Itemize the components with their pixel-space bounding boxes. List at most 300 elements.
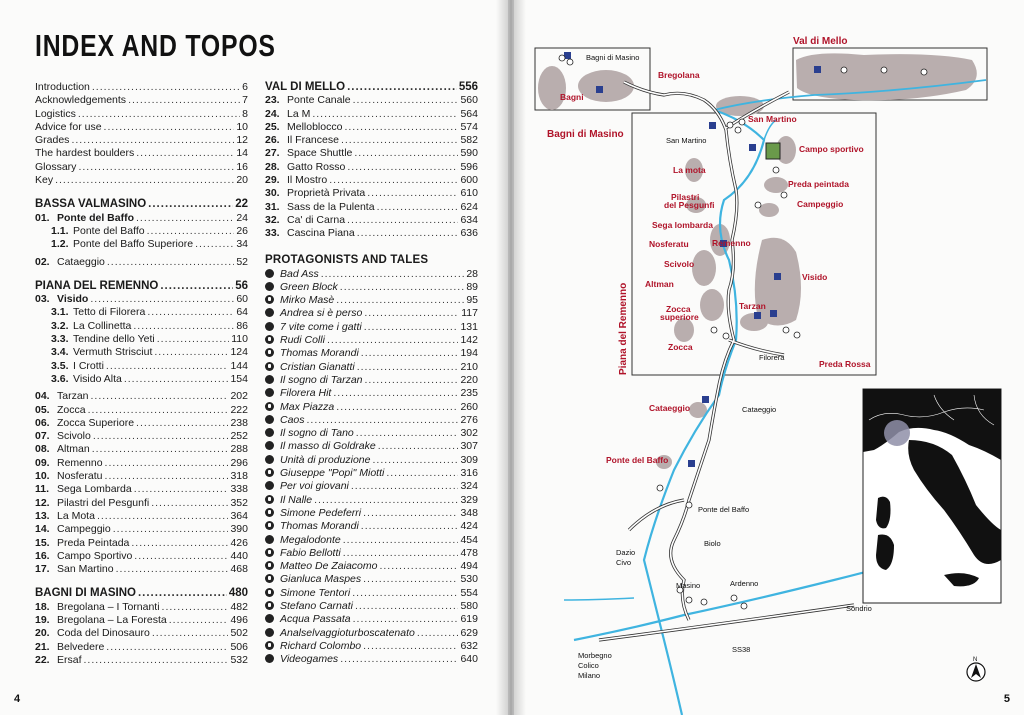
entry-page: 276 [460, 413, 478, 426]
entry-page: 52 [236, 255, 248, 268]
label-bagni-di-masino: Bagni di Masino [547, 129, 624, 140]
entry-page: 89 [466, 280, 478, 293]
label-civo: Civo [616, 558, 632, 567]
entry-page: 222 [230, 403, 248, 416]
protagonist-icon [265, 335, 274, 344]
entry-number: 28. [265, 160, 280, 173]
entry-page: 117 [461, 307, 478, 320]
entry-page: 610 [460, 187, 478, 200]
index-entry [265, 94, 478, 107]
entry-number: 18. [35, 600, 50, 613]
entry-page: 14 [236, 147, 248, 160]
leader-dots [93, 430, 229, 443]
entry-label: Altman [57, 443, 90, 456]
entry-number: 33. [265, 227, 280, 240]
tale-entry [265, 294, 478, 307]
label-bregolana: Bregolana [658, 70, 700, 80]
leader-dots [106, 360, 229, 373]
entry-label: Cristian Gianatti [280, 360, 355, 373]
entry-number: 3.4. [51, 346, 69, 359]
leader-dots [124, 373, 229, 386]
tale-entry [265, 480, 478, 493]
label-visido: Visido [802, 272, 828, 282]
index-entry [35, 373, 248, 386]
entry-label: Cascina Piana [287, 227, 355, 240]
leader-dots [347, 161, 458, 174]
entry-page: 194 [460, 347, 478, 360]
label-la-mota: La mota [673, 165, 706, 175]
leader-dots [106, 641, 228, 654]
index-entry [265, 108, 478, 121]
leader-dots [417, 627, 459, 640]
leader-dots [136, 212, 234, 225]
leader-dots [169, 614, 229, 627]
index-entry [35, 537, 248, 550]
entry-page: 252 [230, 430, 248, 443]
protagonist-icon [265, 468, 274, 477]
entry-page: 364 [230, 509, 248, 522]
label-sega-lombarda: Sega lombarda [652, 220, 713, 230]
entry-label: Logistics [35, 107, 76, 120]
protagonist-icon [265, 641, 274, 650]
entry-page: 210 [460, 360, 478, 373]
index-entry [35, 523, 248, 536]
leader-dots [343, 547, 459, 560]
entry-label: PIANA DEL REMENNO [35, 279, 159, 292]
entry-page: 56 [235, 279, 248, 292]
leader-dots [116, 563, 229, 576]
label-zocca-superiore-1: Zocca [666, 304, 691, 314]
entry-page: 16 [236, 160, 248, 173]
parking-icon [702, 396, 709, 403]
entry-number: 12. [35, 496, 50, 509]
index-entry [35, 134, 248, 147]
entry-label: San Martino [57, 563, 114, 576]
entry-page: 235 [460, 387, 478, 400]
label-cataeggio-town: Cataeggio [742, 405, 777, 414]
leader-dots [157, 333, 230, 346]
label-biolo: Biolo [704, 539, 721, 548]
entry-page: 426 [230, 536, 248, 549]
leader-dots [363, 573, 458, 586]
entry-page: 22 [235, 198, 248, 211]
leader-dots [343, 534, 459, 547]
entry-page: 6 [242, 81, 248, 93]
entry-label: Acqua Passata [280, 613, 351, 626]
entry-label: Visido [57, 293, 89, 306]
entry-page: 260 [460, 400, 478, 413]
index-entry [35, 601, 248, 614]
tale-entry [265, 640, 478, 653]
entry-page: 624 [460, 200, 478, 213]
index-entry [35, 404, 248, 417]
protagonist-icon [265, 521, 274, 530]
label-dazio: Dazio [616, 548, 636, 557]
leader-dots [347, 81, 457, 94]
entry-page: 600 [460, 174, 478, 187]
leader-dots [321, 268, 465, 281]
entry-number: 21. [35, 640, 50, 653]
entry-page: 95 [466, 294, 478, 307]
entry-number: 3.6. [51, 372, 69, 385]
entry-number: 02. [35, 255, 50, 268]
tale-entry [265, 547, 478, 560]
leader-dots [92, 443, 229, 456]
leader-dots [364, 307, 459, 320]
leader-dots [138, 587, 227, 600]
label-campo-sportivo: Campo sportivo [799, 144, 864, 154]
section-heading [35, 198, 248, 211]
leader-dots [88, 404, 229, 417]
tale-entry [265, 427, 478, 440]
entry-label: BASSA VALMASINO [35, 198, 147, 211]
index-entry [265, 187, 478, 200]
label-ponte-del-baffo-red: Ponte del Baffo [606, 455, 669, 465]
tale-entry [265, 587, 478, 600]
leader-dots [364, 321, 459, 334]
index-entry [35, 147, 248, 160]
entry-page: 309 [460, 453, 478, 466]
index-column-1 [35, 81, 248, 667]
label-ss38: SS38 [732, 645, 751, 654]
entry-page: 634 [460, 213, 478, 226]
entry-label: Rudi Colli [280, 334, 325, 347]
section-heading [35, 587, 248, 600]
leader-dots [107, 256, 234, 269]
page-number-left: 4 [14, 693, 21, 705]
tale-icon [265, 654, 274, 663]
entry-page: 220 [460, 373, 478, 386]
index-entry [35, 121, 248, 134]
entry-number: 25. [265, 120, 280, 133]
entry-page: 502 [230, 627, 248, 640]
entry-page: 574 [460, 120, 478, 133]
entry-label: Giuseppe "Popi" Miotti [280, 467, 385, 480]
section-heading [35, 280, 248, 293]
index-entry [35, 320, 248, 333]
label-preda-peintada: Preda peintada [788, 179, 849, 189]
valmasino-location-marker [884, 420, 910, 446]
entry-page: 24 [236, 211, 248, 224]
entry-label: Acknowledgements [35, 94, 127, 107]
leader-dots [136, 417, 228, 430]
entry-label: Nosferatu [57, 470, 103, 483]
index-entry [265, 214, 478, 227]
entry-label: Grades [35, 134, 70, 147]
index-entry [35, 161, 248, 174]
parking-icon [596, 86, 603, 93]
leader-dots [78, 161, 234, 174]
leader-dots [361, 520, 459, 533]
boulder-area-8 [692, 250, 716, 286]
index-entry [35, 212, 248, 225]
protagonist-icon [265, 402, 274, 411]
entry-label: Caos [280, 413, 305, 426]
leader-dots [195, 238, 234, 251]
protagonist-icon [265, 588, 274, 597]
label-zocca: Zocca [668, 342, 693, 352]
leader-dots [336, 401, 458, 414]
tale-entry [265, 573, 478, 586]
protagonist-icon [265, 601, 274, 610]
valmasino-map [514, 0, 1024, 715]
tale-entry [265, 507, 478, 520]
entry-page: 64 [236, 306, 248, 319]
label-masino: Masino [676, 581, 701, 590]
entry-label: Simone Tentori [280, 586, 351, 599]
entry-label: 7 vite come i gatti [280, 320, 362, 333]
leader-dots [351, 480, 459, 493]
entry-number: 3.2. [51, 319, 69, 332]
entry-number: 24. [265, 107, 280, 120]
tale-icon [265, 428, 274, 437]
entry-label: Advice for use [35, 120, 102, 133]
tale-entry [265, 414, 478, 427]
label-morbegno: Morbegno [578, 651, 612, 660]
index-entry [35, 483, 248, 496]
leader-dots [377, 201, 459, 214]
leader-dots [312, 108, 458, 121]
protagonist-icon [265, 574, 274, 583]
section-heading [265, 81, 478, 94]
leader-dots [97, 510, 229, 523]
index-entry [35, 627, 248, 640]
entry-label: The hardest boulders [35, 147, 135, 160]
entry-page: 560 [460, 94, 478, 107]
leader-dots [134, 483, 229, 496]
tale-entry [265, 334, 478, 347]
tales-heading: PROTAGONISTS AND TALES [265, 253, 429, 266]
tale-icon [265, 375, 274, 384]
entry-number: 07. [35, 430, 50, 443]
entry-label: Il Mostro [287, 174, 328, 187]
entry-page: 530 [460, 573, 478, 586]
tale-entry [265, 321, 478, 334]
tale-entry [265, 534, 478, 547]
roads [599, 82, 854, 640]
entry-label: Richard Colombo [280, 639, 362, 652]
corsica [876, 497, 891, 529]
tale-icon [265, 441, 274, 450]
entry-page: 28 [466, 267, 478, 280]
tale-entry [265, 347, 478, 360]
entry-label: Gatto Rosso [287, 160, 346, 173]
leader-dots [365, 374, 459, 387]
entry-page: 60 [236, 293, 248, 306]
label-filorera: Filorera [759, 353, 785, 362]
entry-page: 496 [230, 613, 248, 626]
page-number-right: 5 [1003, 693, 1010, 705]
label-ardenno: Ardenno [730, 579, 759, 588]
entry-label: Preda Peintada [57, 536, 130, 549]
label-zocca-superiore-2: superiore [660, 312, 699, 322]
label-nosferatu: Nosferatu [649, 239, 689, 249]
entry-label: Ponte del Baffo Superiore [73, 238, 194, 251]
label-milano: Milano [578, 671, 601, 680]
protagonist-icon [265, 362, 274, 371]
entry-page: 632 [460, 639, 478, 652]
index-entry [35, 457, 248, 470]
entry-number: 29. [265, 174, 280, 187]
leader-dots [104, 121, 235, 134]
entry-label: Megalodonte [280, 533, 341, 546]
entry-label: Ponte del Baffo [73, 224, 145, 237]
label-san-martino-town: San Martino [666, 136, 707, 145]
tale-entry [265, 454, 478, 467]
entry-label: Key [35, 174, 54, 187]
leader-dots [353, 94, 459, 107]
tale-entry [265, 653, 478, 666]
leader-dots [327, 334, 459, 347]
entry-number: 31. [265, 200, 280, 213]
leader-dots [151, 497, 228, 510]
tale-icon [265, 481, 274, 490]
tale-entry [265, 520, 478, 533]
leader-dots [354, 147, 458, 160]
leader-dots [329, 174, 458, 187]
entry-label: Glossary [35, 160, 77, 173]
entry-page: 238 [230, 416, 248, 429]
leader-dots [91, 390, 229, 403]
tale-entry [265, 467, 478, 480]
leader-dots [78, 108, 240, 121]
entry-label: Green Block [280, 280, 338, 293]
leader-dots [344, 121, 458, 134]
index-entry [35, 390, 248, 403]
entry-label: Ponte Canale [287, 94, 351, 107]
entry-number: 23. [265, 94, 280, 107]
tale-entry [265, 307, 478, 320]
entry-number: 16. [35, 549, 50, 562]
entry-number: 11. [35, 483, 50, 496]
entry-page: 636 [460, 227, 478, 240]
leader-dots [361, 347, 459, 360]
entry-page: 640 [460, 653, 478, 666]
entry-label: Belvedere [57, 640, 105, 653]
boulder-area-3 [764, 177, 788, 193]
tale-entry [265, 374, 478, 387]
entry-number: 10. [35, 470, 50, 483]
leader-dots [355, 600, 459, 613]
entry-number: 04. [35, 390, 50, 403]
index-entry [265, 121, 478, 134]
entry-page: 10 [236, 120, 248, 133]
label-cataeggio-red: Cataeggio [649, 403, 691, 413]
leader-dots [105, 470, 229, 483]
leader-dots [333, 387, 458, 400]
index-entry [35, 238, 248, 251]
entry-page: 324 [460, 480, 478, 493]
leader-dots [133, 320, 234, 333]
entry-page: 202 [230, 390, 248, 403]
leader-dots [162, 601, 229, 614]
entry-label: Space Shuttle [287, 147, 353, 160]
index-entry [35, 293, 248, 306]
leader-dots [134, 550, 228, 563]
entry-label: Ponte del Baffo [57, 211, 135, 224]
index-entry [35, 443, 248, 456]
entry-label: Sass de la Pulenta [287, 200, 375, 213]
entry-page: 352 [230, 496, 248, 509]
tale-icon [265, 308, 274, 317]
entry-page: 144 [230, 359, 248, 372]
parking-icon [754, 312, 761, 319]
entry-label: Per voi giovani [280, 480, 349, 493]
entry-label: Remenno [57, 456, 103, 469]
entry-label: Analselvaggioturboscatenato [280, 626, 415, 639]
left-page [0, 0, 508, 715]
tale-icon [265, 455, 274, 464]
entry-number: 06. [35, 416, 50, 429]
index-column-2 [265, 81, 478, 666]
entry-label: VAL DI MELLO [265, 81, 346, 93]
entry-number: 26. [265, 134, 280, 147]
index-entry [35, 346, 248, 359]
leader-dots [386, 467, 458, 480]
leader-dots [356, 427, 459, 440]
entry-label: Zocca [57, 403, 86, 416]
entry-page: 454 [460, 533, 478, 546]
parking-icon [688, 460, 695, 467]
entry-number: 30. [265, 187, 280, 200]
entry-label: Videogames [280, 653, 339, 666]
index-entry [265, 134, 478, 147]
index-entry [35, 641, 248, 654]
entry-label: Zocca Superiore [57, 416, 135, 429]
protagonist-icon [265, 508, 274, 517]
entry-label: Visido Alta [73, 372, 122, 385]
leader-dots [147, 225, 235, 238]
index-entry [35, 94, 248, 107]
entry-page: 554 [460, 586, 478, 599]
entry-label: I Crotti [73, 359, 104, 372]
entry-number: 27. [265, 147, 280, 160]
protagonist-icon [265, 561, 274, 570]
index-entry [35, 497, 248, 510]
entry-label: Thomas Morandi [280, 347, 359, 360]
index-entry [35, 81, 248, 94]
label-preda-rossa: Preda Rossa [819, 359, 871, 369]
parking-icon [814, 66, 821, 73]
north-arrow-icon [967, 657, 985, 681]
index-entry [35, 654, 248, 667]
entry-page: 580 [460, 599, 478, 612]
protagonist-icon [265, 548, 274, 557]
entry-page: 124 [230, 346, 248, 359]
leader-dots [71, 134, 234, 147]
boulder-area-6 [759, 203, 779, 217]
label-del-pesgunfi: del Pesgunfi [664, 200, 715, 210]
entry-label: Campeggio [57, 523, 111, 536]
entry-page: 26 [236, 224, 248, 237]
index-entry [35, 614, 248, 627]
tale-icon [265, 535, 274, 544]
tale-entry [265, 494, 478, 507]
label-altman: Altman [645, 279, 674, 289]
entry-page: 318 [230, 470, 248, 483]
label-remenno: Remenno [712, 238, 751, 248]
entry-page: 596 [460, 160, 478, 173]
entry-page: 154 [230, 372, 248, 385]
river-adda [574, 560, 910, 640]
entry-number: 1.1. [51, 224, 69, 237]
tale-entry [265, 600, 478, 613]
entry-number: 08. [35, 443, 50, 456]
leader-dots [379, 560, 458, 573]
entry-label: Matteo De Zaiacomo [280, 560, 378, 573]
index-entry [265, 147, 478, 160]
entry-label: Bad Ass [280, 267, 319, 280]
